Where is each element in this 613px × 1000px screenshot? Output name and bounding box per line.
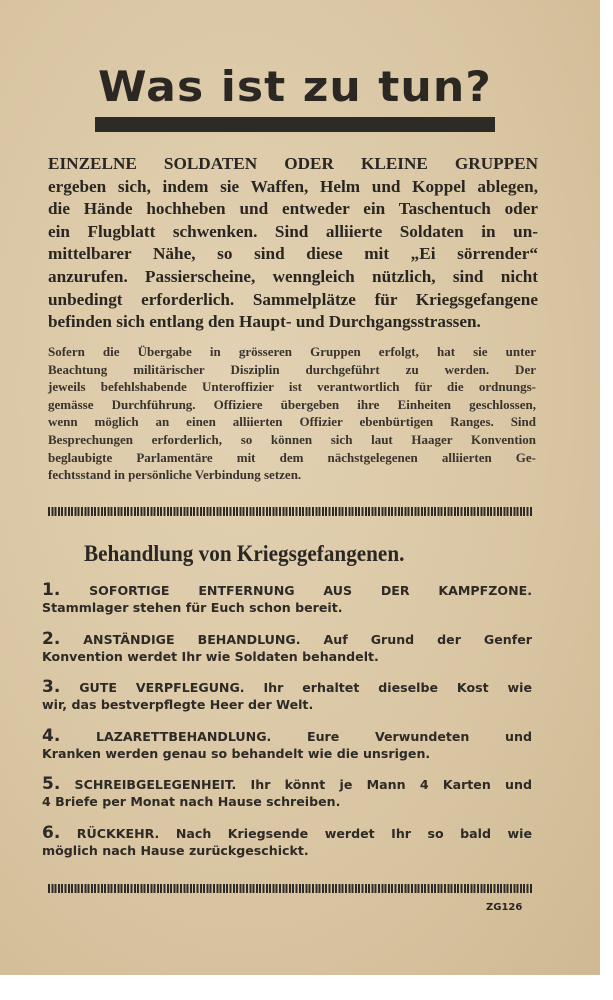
- hatched-divider-bottom: [48, 884, 532, 893]
- text-line: EINZELNE SOLDATEN ODER KLEINE GRUPPEN: [48, 154, 538, 173]
- text-line: ergeben sich, indem sie Waffen, Helm und Koppel ablegen,: [48, 176, 538, 196]
- surrender-instructions: [48, 153, 538, 334]
- list-item: [42, 582, 532, 631]
- item-number: 4.: [42, 725, 61, 746]
- text-line: anzurufen. Passierscheine, wenngleich nützlich, sind nicht: [48, 266, 538, 286]
- list-item: [42, 776, 532, 825]
- section-heading: Behandlung von Kriegsgefangenen.: [84, 541, 405, 566]
- text-line: beglaubigte Parlamentäre mit dem nächstgelegenen alliierten Ge-: [48, 449, 536, 465]
- item-number: 5.: [42, 774, 61, 795]
- item-text: LAZARETTBEHANDLUNG. Eure Verwundeten und: [95, 728, 532, 744]
- text-line: jeweils befehlshabende Unteroffizier ist verantwortlich für die ordnungs-: [48, 379, 536, 395]
- list-item: [42, 679, 532, 728]
- leaflet-title: Was ist zu tun?: [98, 62, 492, 111]
- item-text: Kranken werden genau so behandelt wie die unsrigen.: [42, 745, 431, 761]
- list-item: [42, 628, 532, 680]
- leaflet-code: ZG126: [486, 902, 523, 913]
- item-text: Stammlager stehen für Euch schon bereit.: [42, 600, 343, 615]
- text-line: befinden sich entlang den Haupt- und Durchgangsstrassen.: [48, 312, 481, 332]
- item-text: SCHREIBGELEGENHEIT. Ihr könnt je Mann 4 Karten und: [74, 777, 533, 793]
- list-item: [42, 725, 532, 777]
- text-line: die Hände hochheben und entweder ein Taschentuch oder: [48, 199, 538, 219]
- treatment-list: [42, 582, 532, 874]
- hatched-divider: [48, 507, 532, 516]
- text-line: mittelbarer Nähe, so sind diese mit „Ei sörrender“: [48, 244, 538, 264]
- item-text: Konvention werdet Ihr wie Soldaten behandelt.: [42, 648, 379, 664]
- item-text: RÜCKKEHR. Nach Kriegsende werdet Ihr so bald wie: [76, 825, 532, 841]
- text-line: unbedingt erforderlich. Sammelplätze für Kriegsgefangene: [48, 289, 538, 309]
- title-underline-bar: [95, 117, 495, 132]
- item-text: möglich nach Hause zurückgeschickt.: [42, 842, 309, 858]
- text-line: Besprechungen erforderlich, so können sich laut Haager Konvention: [48, 431, 536, 447]
- item-number: 3.: [42, 677, 61, 698]
- group-surrender-paragraph: [48, 343, 536, 484]
- text-line: wenn möglich an einen alliierten Offizier ebenbürtigen Ranges. Sind: [48, 414, 536, 430]
- text-line: Beachtung militärischer Disziplin durchgeführt zu werden. Der: [48, 361, 536, 377]
- list-item: [42, 822, 532, 874]
- text-line: ein Flugblatt schwenken. Sind alliierte Soldaten in un-: [48, 221, 538, 241]
- text-line: gemässe Durchführung. Offiziere übergeben ihre Einheiten geschlossen,: [48, 396, 536, 412]
- item-text: 4 Briefe per Monat nach Hause schreiben.: [42, 794, 341, 810]
- item-number: 1.: [42, 580, 61, 600]
- item-text: SOFORTIGE ENTFERNUNG AUS DER KAMPFZONE.: [89, 583, 533, 598]
- text-line: fechtsstand in persönliche Verbindung setzen.: [48, 467, 302, 483]
- item-number: 6.: [42, 822, 61, 843]
- item-number: 2.: [42, 628, 61, 649]
- item-text: wir, das bestverpflegte Heer der Welt.: [42, 697, 314, 713]
- text-line: Sofern die Übergabe in grösseren Gruppen erfolgt, hat sie unter: [48, 344, 536, 359]
- item-text: GUTE VERPFLEGUNG. Ihr erhaltet dieselbe Kost wie: [79, 680, 532, 696]
- item-text: ANSTÄNDIGE BEHANDLUNG. Auf Grund der Genfer: [83, 631, 532, 647]
